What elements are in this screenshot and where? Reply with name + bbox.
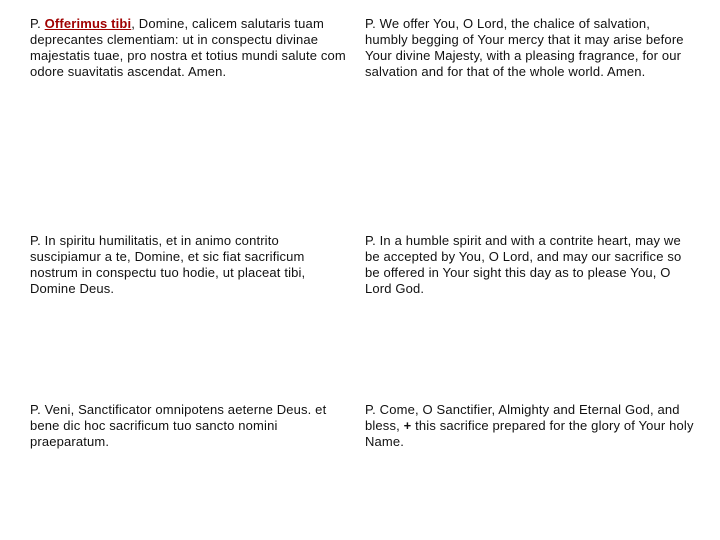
english-before-cross: P. Come, O Sanctifier, Almighty and Eternal God, and bless, <box>365 402 680 433</box>
english-paragraph-humble-spirit: P. In a humble spirit and with a contrite heart, may we be accepted by You, O Lord, and may our sacrifice so be offered in Your sight this day as to please You, O Lord God. <box>365 233 682 296</box>
english-paragraph-we-offer: P. We offer You, O Lord, the chalice of salvation, humbly begging of Your mercy that it may arise before Your divine Majesty, with a pleasing fragrance, for our salvation and for that of the whole world. Amen. <box>365 16 684 79</box>
latin-highlight-offerimus-tibi: Offerimus tibi <box>44 16 132 31</box>
english-after-cross: this sacrifice prepared for the glory of Your holy Name. <box>365 418 694 449</box>
latin-paragraph-veni: P. Veni, Sanctificator omnipotens aeterne Deus. et bene dic hoc sacrificum tuo sancto nomini praeparatum. <box>30 402 327 449</box>
latin-paragraph-in-spiritu: P. In spiritu humilitatis, et in animo contrito suscipiamur a te, Domine, et sic fiat sacrificum nostrum in conspectu tuo hodie, ut placeat tibi, Domine Deus. <box>30 233 306 296</box>
latin-paragraph-offerimus <box>30 16 348 80</box>
english-paragraph-come-sanctifier <box>365 402 695 450</box>
cross-icon: + <box>403 418 412 433</box>
latin-prefix: P. <box>30 16 45 31</box>
latin-rest: , Domine, calicem salutaris tuam deprecantes clementiam: ut in conspectu divinae majestatis tuae, pro nostra et totius mundi salute com odore suavitatis ascendat. Amen. <box>30 16 346 79</box>
